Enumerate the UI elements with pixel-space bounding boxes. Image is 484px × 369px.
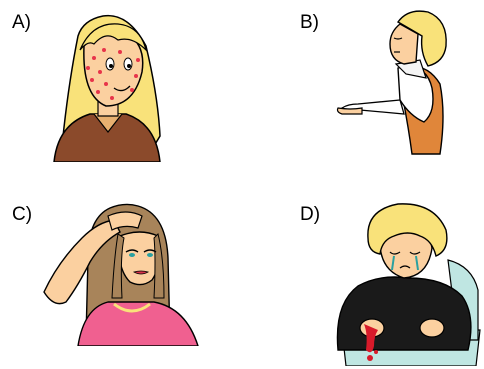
woman-headache-icon — [38, 198, 210, 346]
option-c-label: C) — [12, 204, 33, 225]
option-b-label: B) — [300, 12, 319, 33]
option-a-label: A) — [12, 12, 31, 33]
girl-with-rash-icon — [48, 6, 166, 162]
woman-sleepwalking-icon — [328, 4, 458, 156]
child-crying-bleeding-hand-icon — [328, 200, 484, 366]
option-d-label: D) — [300, 204, 321, 225]
